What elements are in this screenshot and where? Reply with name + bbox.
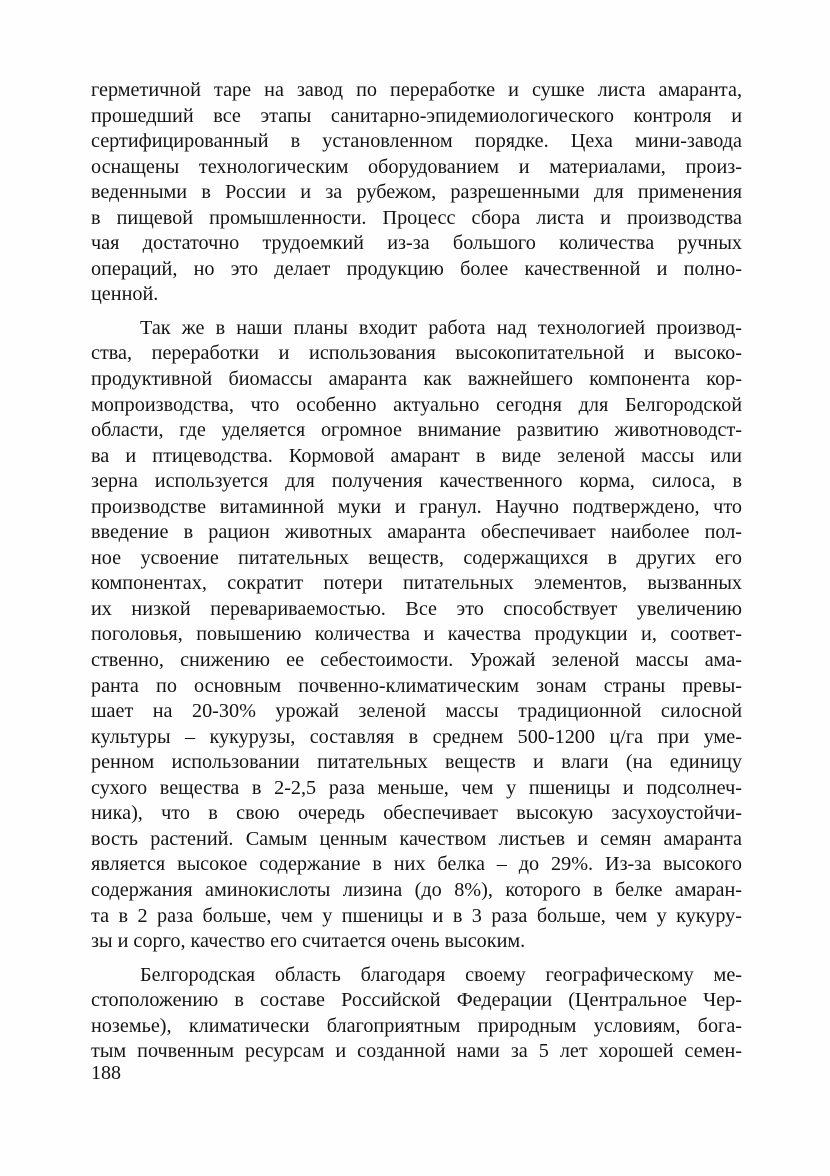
text-line: ранта по основным почвенно-климатическим зонам страны превы-	[91, 674, 742, 697]
page-number: 188	[91, 1062, 121, 1084]
text-line: компонентах, сократит потери питательных элементов, вызванных	[91, 572, 742, 595]
text-line: ное усвоение питательных веществ, содержащихся в других его	[91, 546, 742, 569]
text-line: поголовья, повышению количества и качества продукции и, соответ-	[91, 623, 742, 646]
text-line: зерна используется для получения качественного корма, силоса, в	[91, 470, 742, 493]
text-line: ственно, снижению ее себестоимости. Урожай зеленой массы ама-	[91, 649, 742, 672]
text-line: стоположению в составе Российской Федерации (Центральное Чер-	[91, 989, 742, 1012]
text-line: оснащены технологическим оборудованием и материалами, произ-	[91, 155, 742, 178]
text-line: является высокое содержание в них белка – до 29%. Из-за высокого	[91, 853, 742, 876]
text-line: операций, но это делает продукцию более качественной и полно-	[91, 257, 742, 280]
text-line: вость растений. Самым ценным качеством листьев и семян амаранта	[91, 827, 742, 850]
text-line: Так же в наши планы входит работа над технологией производ-	[140, 316, 742, 339]
paragraph	[91, 963, 742, 1065]
text-line: области, где уделяется огромное внимание развитию животноводст-	[91, 419, 742, 442]
text-line: ника), что в свою очередь обеспечивает высокую засухоустойчи-	[91, 802, 742, 825]
text-line: тым почвенным ресурсам и созданной нами за 5 лет хорошей семен-	[91, 1040, 742, 1063]
text-line: та в 2 раза больше, чем у пшеницы и в 3 раза больше, чем у кукуру-	[91, 904, 742, 927]
body-text	[91, 78, 742, 1065]
text-line: ценной.	[91, 283, 159, 306]
text-line: культуры – кукурузы, составляя в среднем 500-1200 ц/га при уме-	[91, 725, 742, 748]
text-line: веденными в России и за рубежом, разрешенными для применения	[91, 181, 742, 204]
text-line: продуктивной биомассы амаранта как важнейшего компонента кор-	[91, 368, 742, 391]
text-line: сертифицированный в установленном порядке. Цеха мини-завода	[91, 130, 742, 153]
text-line: герметичной таре на завод по переработке и сушке листа амаранта,	[91, 79, 742, 101]
text-line: производстве витаминной муки и гранул. Научно подтверждено, что	[91, 495, 742, 518]
paragraph	[91, 316, 742, 955]
text-line: Белгородская область благодаря своему географическому ме-	[140, 963, 742, 986]
text-line: ства, переработки и использования высокопитательной и высоко-	[91, 342, 742, 365]
paragraph	[91, 78, 742, 308]
text-line: шает на 20-30% урожай зеленой массы традиционной силосной	[91, 700, 742, 723]
paragraph-gap	[91, 955, 742, 963]
text-line: чая достаточно трудоемкий из-за большого количества ручных	[91, 232, 742, 255]
text-line: прошедший все этапы санитарно-эпидемиологического контроля и	[91, 104, 742, 127]
text-line: в пищевой промышленности. Процесс сбора листа и производства	[91, 206, 742, 229]
text-line: ренном использовании питательных веществ и влаги (на единицу	[91, 751, 742, 774]
text-line: сухого вещества в 2-2,5 раза меньше, чем у пшеницы и подсолнеч-	[91, 776, 742, 799]
text-line: ва и птицеводства. Кормовой амарант в виде зеленой массы или	[91, 444, 742, 467]
text-line: их низкой перевариваемостью. Все это способствует увеличению	[91, 597, 742, 620]
text-line: введение в рацион животных амаранта обеспечивает наиболее пол-	[91, 521, 742, 544]
text-line: содержания аминокислоты лизина (до 8%), которого в белке амаран-	[91, 878, 742, 901]
text-line: ноземье), климатически благоприятным природным условиям, бога-	[91, 1014, 742, 1037]
paragraph-gap	[91, 308, 742, 316]
text-line: мопроизводства, что особенно актуально сегодня для Белгородской	[91, 393, 742, 416]
text-line: зы и сорго, качество его считается очень высоким.	[91, 930, 526, 953]
